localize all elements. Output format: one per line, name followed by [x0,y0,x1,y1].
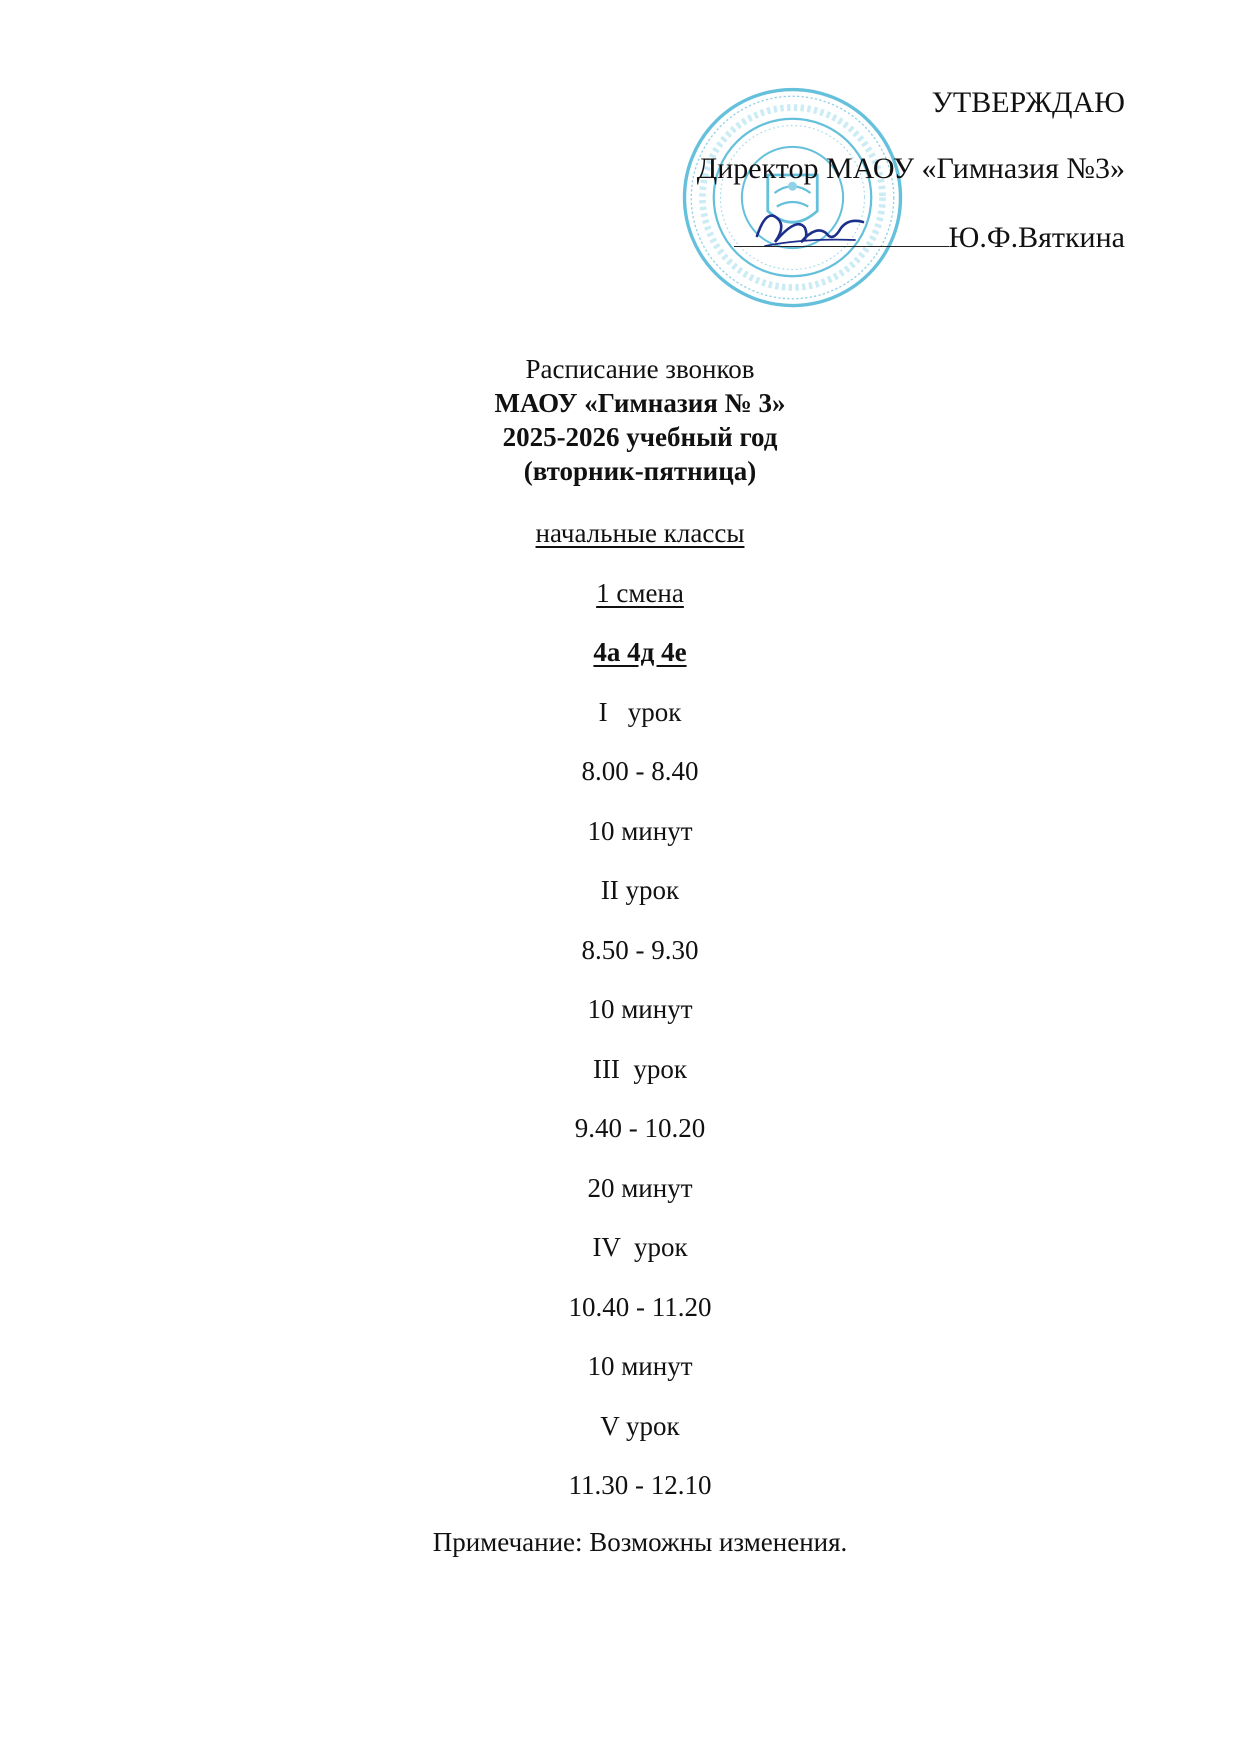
lesson-3-time: 9.40 - 10.20 [574,1113,706,1143]
lesson-3: III урок [592,1053,688,1084]
bell-schedule [0,517,1240,1529]
signature-line [734,220,949,247]
heading-school: МАОУ «Гимназия № 3» [494,388,786,418]
lesson-5-time: 11.30 - 12.10 [568,1470,712,1500]
lesson-5: V урок [600,1410,680,1441]
heading-title: Расписание звонков [525,354,755,384]
section-label: начальные классы [535,518,745,548]
footnote: Примечание: Возможны изменения. [432,1527,848,1557]
break-4: 10 минут [587,1351,693,1381]
shift-label: 1 смена [596,577,684,608]
break-2: 10 минут [587,994,693,1024]
heading-year: 2025-2026 учебный год [502,422,778,452]
classes-label: 4а 4д 4е [593,637,687,667]
approval-name: Ю.Ф.Вяткина [948,221,1125,254]
lesson-4-time: 10.40 - 11.20 [568,1291,712,1322]
break-3: 20 минут [587,1172,693,1203]
lesson-1-time: 8.00 - 8.40 [581,756,699,786]
lesson-2-time: 8.50 - 9.30 [581,934,699,965]
approval-title: УТВЕРЖДАЮ [931,86,1125,119]
lesson-4: IV урок [592,1232,688,1262]
document-heading [0,352,1240,488]
approval-position: Директор МАОУ «Гимназия №3» [696,152,1125,185]
approval-block [697,88,1125,286]
heading-days: (вторник-пятница) [523,456,757,486]
lesson-1: I урок [598,696,682,727]
break-1: 10 минут [587,815,693,846]
lesson-2: II урок [600,875,680,905]
approval-name-line [697,220,1125,286]
